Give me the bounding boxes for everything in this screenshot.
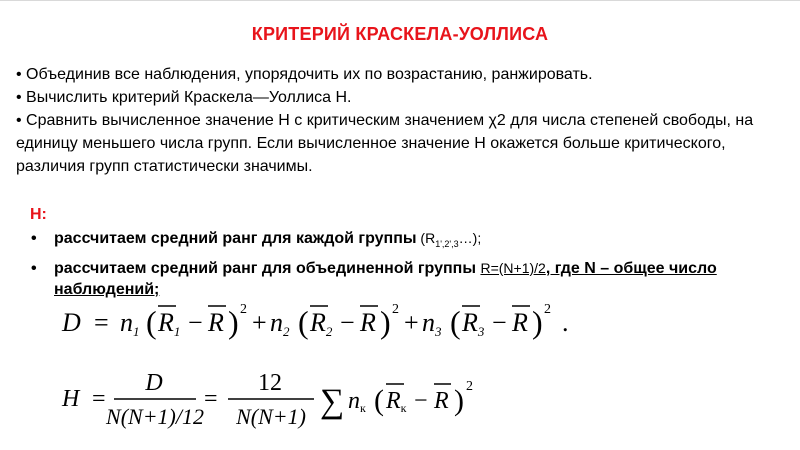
paren-open-h: ( (374, 384, 384, 417)
bullet-item-2: • Вычислить критерий Краскела—Уоллиса H. (16, 89, 352, 106)
paren-close-h: ) (454, 384, 464, 417)
frac1-num: D (145, 370, 163, 396)
power-3: 2 (544, 302, 551, 317)
power-1: 2 (240, 302, 247, 317)
bullet-list (16, 63, 786, 178)
r3: R3 (462, 308, 485, 339)
bullet-item-3: • Сравнить вычисленное значение H с критическим значением χ2 для числа степеней свободы, на единицу меньшего числа групп. Если вычисленное значение H окажется больше критического, различия групп статистически значимы. (16, 112, 754, 175)
sub-bullet-list (28, 228, 788, 303)
minus-3: − (492, 308, 507, 337)
formula-d (58, 293, 578, 355)
power-h: 2 (466, 379, 473, 394)
rank-paren-open: (R (416, 230, 436, 246)
minus-2: − (340, 308, 355, 337)
frac1-den: N(N+1)/12 (106, 404, 204, 429)
top-border-line (0, 0, 800, 1)
h-label: H: (30, 206, 47, 223)
plus-1: + (252, 308, 267, 337)
n3: n3 (422, 308, 442, 339)
frac2-den: N(N+1) (236, 404, 306, 429)
rank-notation (416, 230, 482, 249)
slide-title: КРИТЕРИЙ КРАСКЕЛА-УОЛЛИСА (251, 24, 549, 44)
formula-d-end: . (562, 308, 569, 337)
paren-open-2: ( (298, 304, 309, 340)
r1: R1 (158, 308, 181, 339)
paren-open-3: ( (450, 304, 461, 340)
r-bar-2: R (360, 308, 376, 337)
paren-close-3: ) (532, 304, 543, 340)
r-bar-h: R (434, 388, 449, 414)
r2: R2 (310, 308, 333, 339)
paren-close-2: ) (380, 304, 391, 340)
plus-2: + (404, 308, 419, 337)
r-k: Rк (386, 388, 407, 415)
sub-bullet-item-1 (28, 228, 788, 255)
sub-bullet-2-text: рассчитаем средний ранг для объединенной группы (54, 259, 481, 277)
paren-close-1: ) (228, 304, 239, 340)
n-k: nк (348, 388, 366, 415)
bullet-item-1: • Объединив все наблюдения, упорядочить их по возрастанию, ранжировать. (16, 66, 593, 83)
r-bar-1: R (208, 308, 224, 337)
bullet-dot-icon: • (31, 259, 37, 277)
minus-h: − (414, 388, 428, 414)
sub-bullet-1-text: рассчитаем средний ранг для каждой группы (54, 230, 417, 247)
sum-sign: ∑ (320, 383, 345, 420)
frac2-num: 12 (258, 370, 282, 396)
rank-paren-close: …); (458, 230, 482, 246)
mean-rank-formula: R=(N+1)/2 (480, 259, 546, 276)
minus-1: − (188, 308, 203, 337)
n1: n1 (120, 308, 140, 339)
formula-h (58, 362, 518, 434)
formula-h-lhs: H (62, 386, 80, 412)
formula-d-lhs: D (62, 308, 81, 337)
equals-sign-2: = (204, 386, 218, 412)
r-bar-3: R (512, 308, 528, 337)
rank-subscripts: 1',2',3 (435, 238, 459, 249)
equals-sign-1: = (92, 386, 106, 412)
paren-open-1: ( (146, 304, 157, 340)
bullet-dot-icon: • (31, 230, 37, 247)
power-2: 2 (392, 302, 399, 317)
n2: n2 (270, 308, 290, 339)
sub-bullet-2-rest: , где N – общее число наблюдений; (54, 259, 717, 298)
equals-sign: = (94, 308, 109, 337)
